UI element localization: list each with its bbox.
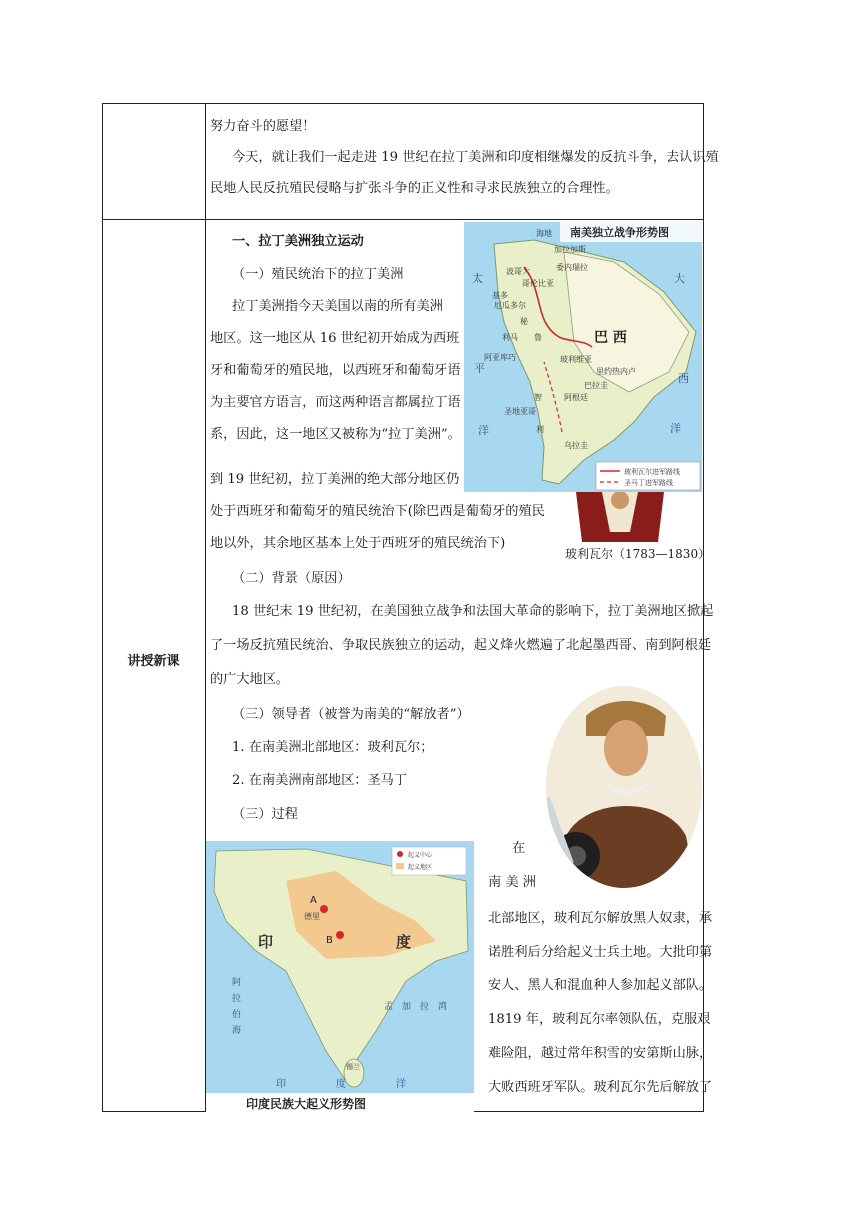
map-label: 鲁 [534, 333, 542, 342]
india-map-title: 印度民族大起义形势图 [246, 1097, 367, 1111]
map-label: 阿 [232, 978, 242, 988]
map-label: 圣地亚哥 [504, 407, 536, 416]
portrait-oval-graphic [546, 686, 702, 888]
map-label: 孟 [384, 1002, 394, 1012]
subheading-process: （三）过程 [232, 807, 298, 822]
map-label: 加拉加斯 [554, 245, 586, 254]
legend-uprising-center: 起义中心 [408, 852, 433, 859]
para3-line: 1819 年，玻利瓦尔率领队伍，克服艰 [488, 1012, 711, 1027]
map-label: 哥伦比亚 [522, 279, 554, 288]
map-label: B [326, 935, 333, 946]
legend-uprising-area: 起义地区 [408, 864, 433, 871]
map-label: 湾 [438, 1002, 448, 1012]
legend-san-martin-route: 圣马丁进军路线 [624, 479, 673, 487]
south-america-war-map [464, 222, 702, 492]
para1-line: 系，因此，这一地区又被称为“拉丁美洲”。 [210, 427, 461, 442]
para3-line: 大败西班牙军队。玻利瓦尔先后解放了 [488, 1080, 713, 1095]
row-label-new-lesson: 讲授新课 [127, 654, 180, 669]
map-label: 海 [232, 1026, 242, 1036]
map-label: 智 [534, 393, 542, 402]
map-title: 南美独立战争形势图 [570, 226, 669, 239]
table-row-divider [102, 219, 704, 220]
para1-line: 处于西班牙和葡萄牙的殖民统治下(除巴西是葡萄牙的殖民 [210, 504, 545, 519]
map-label: 巴拉圭 [584, 381, 608, 390]
para1-line: 到 19 世纪初，拉丁美洲的绝大部分地区仍 [210, 472, 460, 487]
subheading-leaders: （三）领导者（被誉为南美的“解放者”） [232, 707, 470, 722]
map-label: 拉 [232, 994, 242, 1004]
map-label: 利 [536, 425, 544, 434]
leader-line: 1. 在南美洲北部地区：玻利瓦尔； [232, 740, 434, 755]
map-label: 厄瓜多尔 [494, 301, 526, 310]
bolivar-portrait [566, 492, 674, 542]
para3-line: 难险阻，越过常年积雪的安第斯山脉， [488, 1046, 713, 1061]
map-label: 洋 [478, 424, 489, 437]
map-label: 玻利维亚 [560, 355, 592, 364]
row1-line-1: 努力奋斗的愿望！ [210, 119, 316, 134]
row1-line-2: 今天，就让我们一起走进 19 世纪在拉丁美洲和印度相继爆发的反抗斗争，去认识殖 [232, 150, 719, 165]
map-label: 阿根廷 [564, 393, 588, 402]
map-label: 印 [258, 933, 274, 951]
leader-line: 2. 在南美洲南部地区：圣马丁 [232, 773, 408, 788]
section-heading: 一、拉丁美洲独立运动 [232, 234, 364, 249]
para2-line: 了一场反抗殖民统治、争取民族独立的运动，起义烽火燃遍了北起墨西哥、南到阿根廷 [210, 638, 712, 653]
map-label: 锡兰 [346, 1063, 360, 1071]
map-label: 巴 西 [594, 330, 627, 346]
map-label: 洋 [396, 1079, 406, 1090]
para1-line: 地以外，其余地区基本上处于西班牙的殖民统治下) [210, 536, 506, 551]
para2-line: 18 世纪末 19 世纪初，在美国独立战争和法国大革命的影响下，拉丁美洲地区掀起 [232, 604, 714, 619]
map-label: 度 [336, 1079, 346, 1090]
bolivar-caption: 玻利瓦尔（1783—1830） [565, 547, 711, 561]
para3-line: 诺胜利后分给起义士兵土地。大批印第 [488, 945, 713, 960]
map-label: 太 [472, 272, 483, 285]
map-label: 里约热内卢 [596, 367, 636, 376]
map-label: 加 [402, 1002, 412, 1012]
india-uprising-map [206, 841, 474, 1112]
para3-line: 安人、黑人和混血种人参加起义部队。 [488, 978, 713, 993]
para2-line: 的广大地区。 [210, 672, 290, 687]
map-label: 波哥大 [506, 267, 530, 276]
para1-line: 牙和葡萄牙的殖民地，以西班牙和葡萄牙语 [210, 363, 461, 378]
para3-line: 在 [512, 841, 526, 856]
map-label: 德里 [304, 912, 320, 921]
para3-line: 南 美 洲 [488, 875, 536, 890]
map-label: 印 [276, 1079, 286, 1090]
para1-line: 为主要官方语言，而这两种语言都属拉丁语 [210, 395, 461, 410]
map-label: A [310, 895, 317, 906]
map-label: 乌拉圭 [564, 441, 588, 450]
para3-line: 北部地区，玻利瓦尔解放黑人奴隶，承 [488, 911, 713, 926]
map-label: 基多 [492, 291, 508, 300]
legend-bolivar-route: 玻利瓦尔进军路线 [624, 468, 680, 476]
para1-line: 地区。这一地区从 16 世纪初开始成为西班 [210, 331, 460, 346]
india-map-graphic [206, 841, 474, 1112]
map-label: 海地 [536, 229, 552, 238]
map-label: 西 [678, 372, 689, 385]
leader-portrait-oval [546, 686, 702, 888]
south-america-map-graphic [464, 222, 702, 492]
para1-line: 拉丁美洲指今天美国以南的所有美洲 [232, 299, 443, 314]
row1-line-3: 民地人民反抗殖民侵略与扩张斗争的正义性和寻求民族独立的合理性。 [210, 181, 619, 196]
map-label: 平 [474, 362, 485, 375]
map-label: 利马 [502, 333, 518, 342]
map-label: 伯 [232, 1010, 242, 1020]
map-label: 委内瑞拉 [556, 263, 588, 272]
subheading-background: （二）背景（原因） [232, 571, 351, 586]
map-label: 阿亚库巧 [484, 353, 516, 362]
map-label: 度 [396, 933, 412, 951]
map-label: 秘 [520, 317, 528, 326]
map-label: 洋 [670, 422, 681, 435]
map-label: 大 [674, 272, 685, 285]
portrait-graphic [566, 492, 674, 542]
subheading-colonial-rule: （一）殖民统治下的拉丁美洲 [232, 267, 404, 282]
map-label: 拉 [420, 1002, 430, 1012]
